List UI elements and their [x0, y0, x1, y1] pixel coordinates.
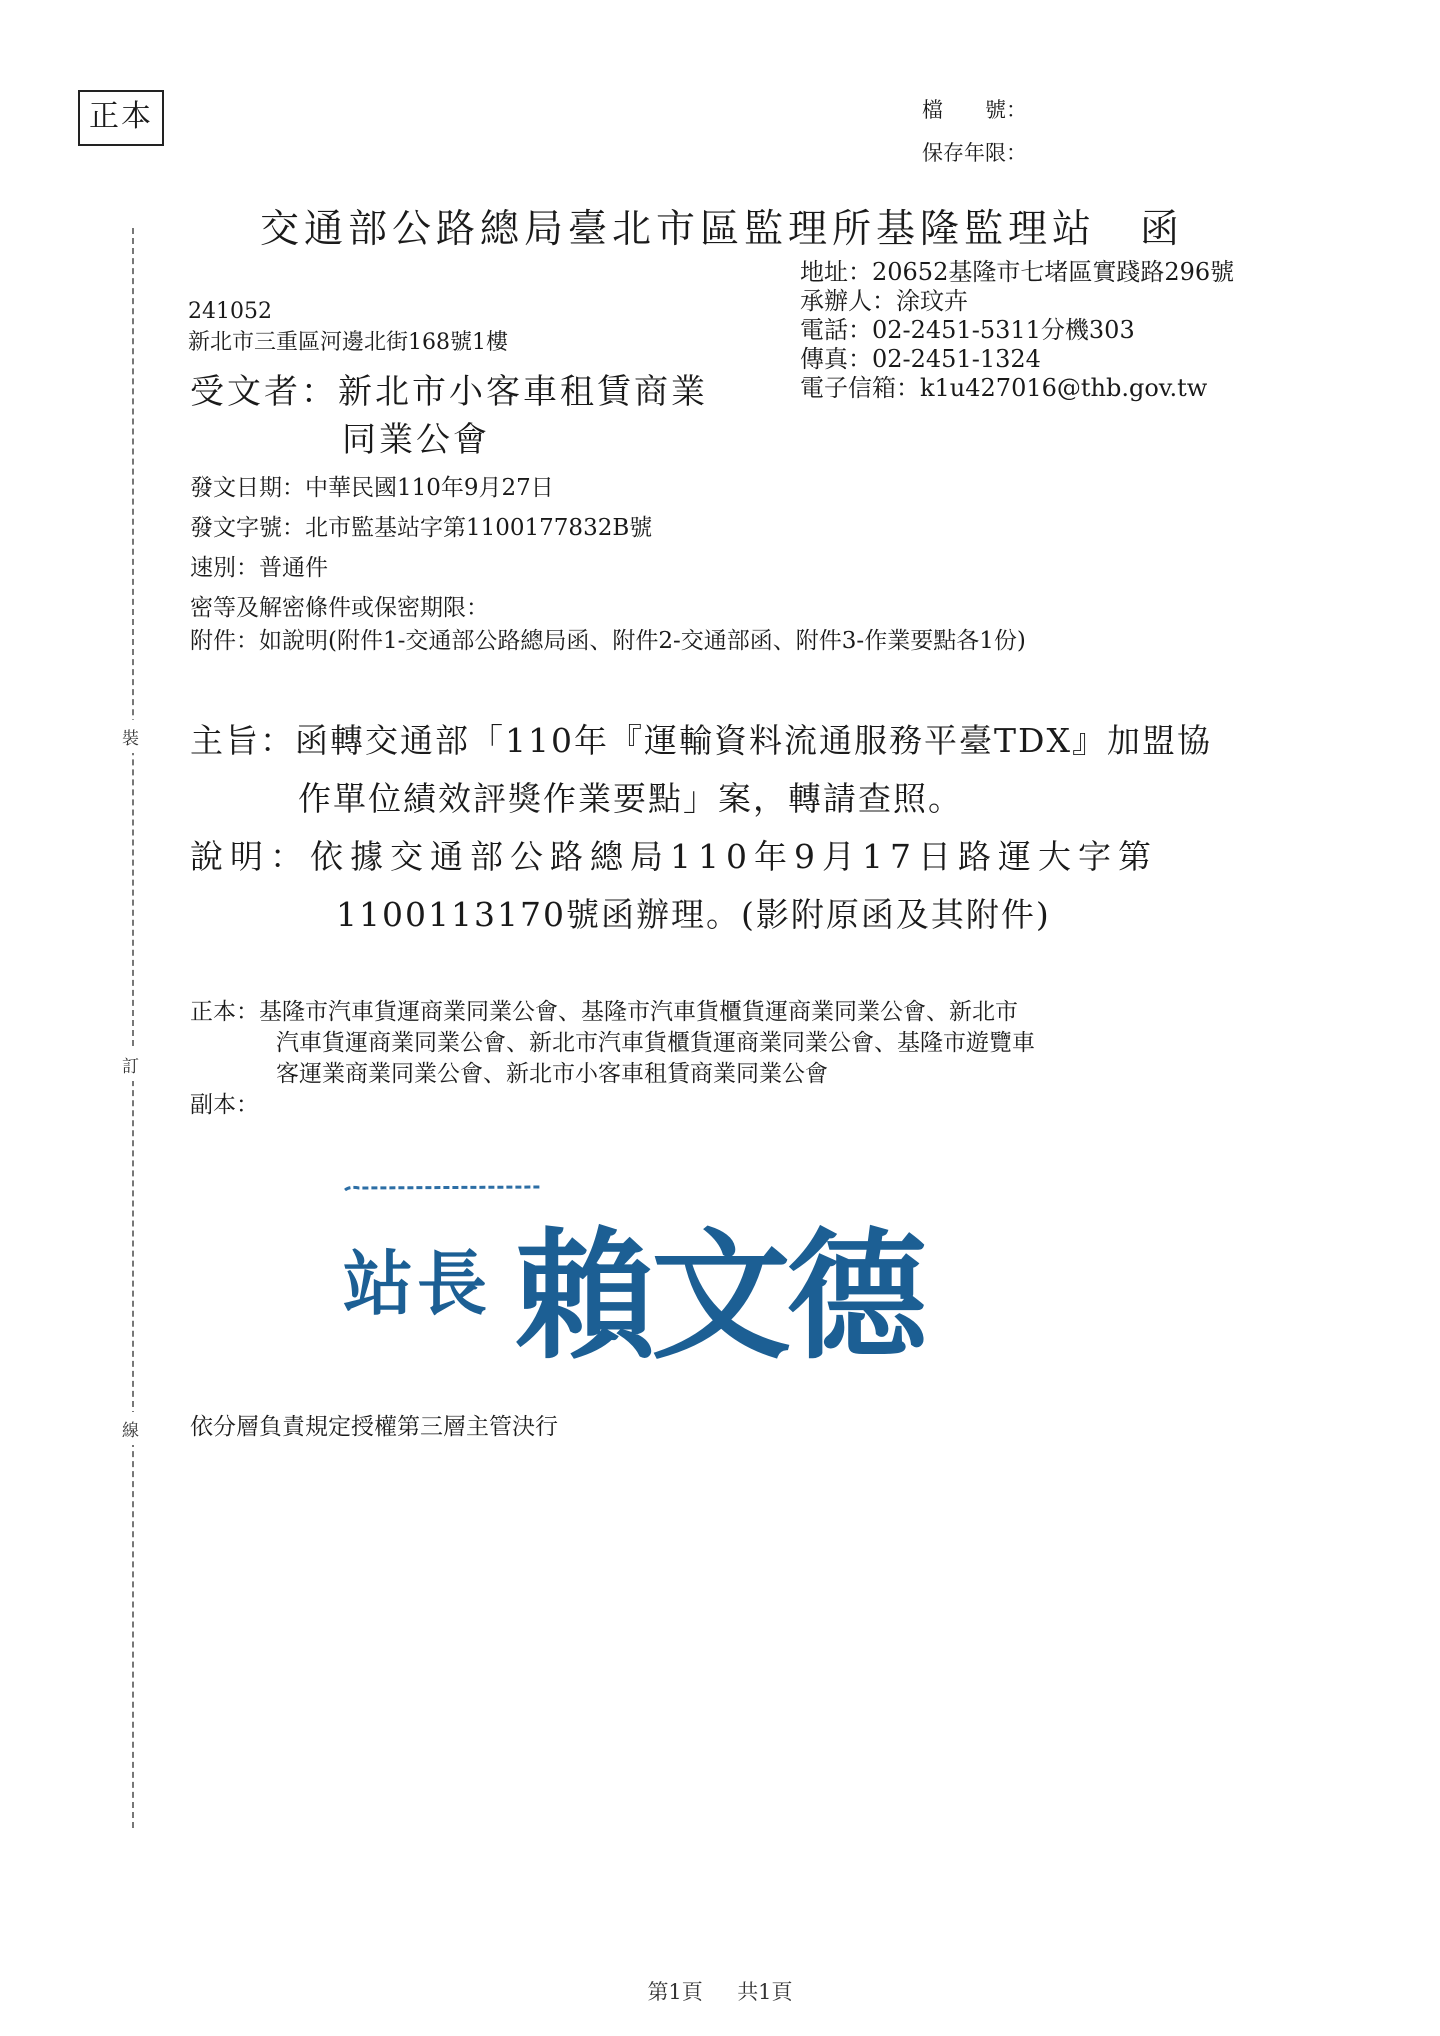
sender-address: 地址：20652基隆市七堵區實踐路296號: [800, 258, 1235, 286]
sender-contact: 承辦人：涂玟卉: [800, 287, 968, 315]
original-recipients-line-1: 正本：基隆市汽車貨運商業同業公會、基隆市汽車貨櫃貨運商業同業公會、新北市: [190, 999, 1018, 1025]
file-number-label: 檔 號：: [922, 98, 1027, 122]
sender-info: [800, 258, 1234, 403]
retention-label: 保存年限：: [922, 141, 1027, 165]
recipient-address-block: [188, 296, 508, 358]
official-seal-stamp: [335, 1180, 965, 1380]
original-recipients-line-3: 客運業商業同業公會、新北市小客車租賃商業同業公會: [276, 1061, 828, 1087]
subject-section: [190, 712, 1212, 944]
document-number: 發文字號：北市監基站字第1100177832B號: [190, 515, 653, 541]
original-recipients-line-2: 汽車貨運商業同業公會、新北市汽車貨櫃貨運商業同業公會、基隆市遊覽車: [276, 1030, 1035, 1056]
binding-mark-ding: 訂: [120, 1048, 141, 1081]
recipient-postal-code: 241052: [188, 299, 272, 324]
binding-mark-xian: 線: [120, 1412, 141, 1445]
subject-line-2: 作單位績效評獎作業要點」案，轉請查照。: [298, 779, 963, 818]
page-number: 第1頁: [647, 1980, 703, 2004]
authorization-note: 依分層負責規定授權第三層主管決行: [190, 1414, 558, 1440]
page-footer: [0, 1976, 1440, 2006]
sender-email: 電子信箱：k1u427016@thb.gov.tw: [800, 374, 1208, 402]
explanation-line-1: 說明：依據交通部公路總局110年9月17日路運大字第: [190, 837, 1158, 876]
issue-date: 發文日期：中華民國110年9月27日: [190, 475, 554, 501]
recipient-address: 新北市三重區河邊北街168號1樓: [188, 330, 508, 355]
recipient: [190, 368, 708, 464]
binding-line: [132, 228, 134, 1828]
total-pages: 共1頁: [737, 1980, 793, 2004]
delivery-speed: 速別：普通件: [190, 555, 328, 581]
stamp-title: 站長: [343, 1242, 491, 1325]
distribution-list: [190, 997, 1035, 1121]
original-copy-label: 正本: [78, 90, 164, 146]
sender-fax: 傳真：02-2451-1324: [800, 345, 1041, 373]
subject-line-1: 主旨：函轉交通部「110年『運輸資料流通服務平臺TDX』加盟協: [190, 721, 1212, 760]
recipient-line-2: 同業公會: [342, 420, 490, 460]
attachments: 附件：如說明(附件1-交通部公路總局函、附件2-交通部函、附件3-作業要點各1份): [190, 628, 1026, 654]
document-meta: [190, 468, 1026, 654]
stamp-underline: [345, 1187, 540, 1190]
copy-recipients-label: 副本：: [190, 1092, 259, 1118]
recipient-line-1: 受文者：新北市小客車租賃商業: [190, 372, 708, 412]
binding-mark-zhuang: 裝: [120, 720, 141, 753]
stamp-name: 賴文德: [515, 1215, 924, 1379]
explanation-line-2: 1100113170號函辦理。(影附原函及其附件): [336, 895, 1051, 934]
secrecy-level: 密等及解密條件或保密期限：: [190, 595, 489, 621]
sender-phone: 電話：02-2451-5311分機303: [800, 316, 1135, 344]
document-title: 交通部公路總局臺北市區監理所基隆監理站 函: [260, 207, 1185, 252]
